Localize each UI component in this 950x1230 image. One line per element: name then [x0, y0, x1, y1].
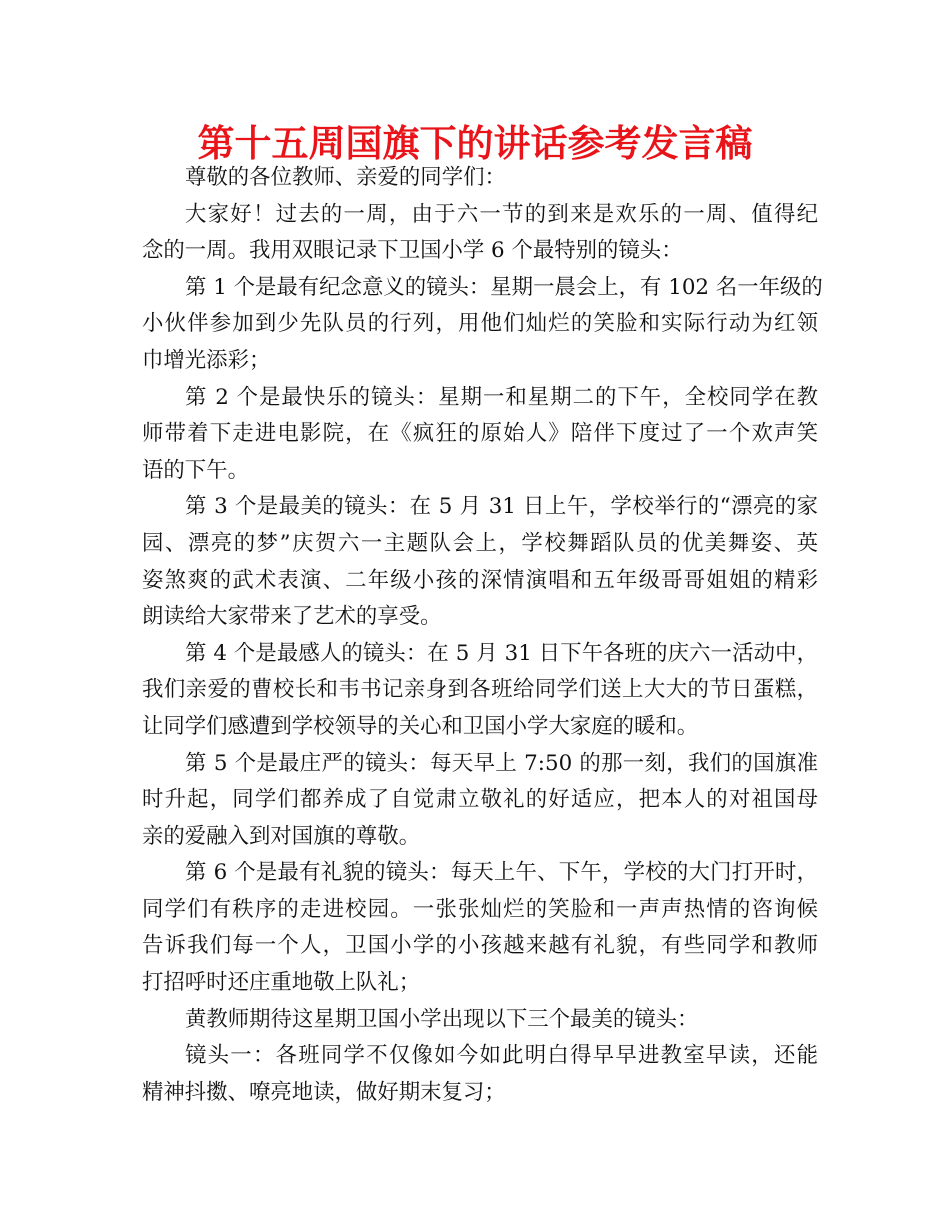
paragraph-shot-1: [142, 270, 823, 380]
paragraph-shot-4: [142, 636, 818, 746]
text-line: 时升起，同学们都养成了自觉肃立敬礼的好适应，把本人的对祖国母: [142, 787, 818, 813]
text-line: 小伙伴参加到少先队员的行列，用他们灿烂的笑脸和实际行动为红领: [142, 311, 818, 337]
paragraph-shot-3: [142, 489, 818, 635]
text-line: 第 1 个是最有纪念意义的镜头：星期一晨会上，有 102 名一年级的: [185, 274, 823, 300]
text-line: 大家好！过去的一周，由于六一节的到来是欢乐的一周、值得纪: [185, 201, 818, 227]
text-line: 打招呼时还庄重地敬上队礼；: [142, 970, 421, 996]
text-line: 第 5 个是最庄严的镜头：每天早上 7:50 的那一刻，我们的国旗准: [185, 750, 818, 776]
paragraph-expectation: [142, 1002, 818, 1039]
text-line: 朗读给大家带来了艺术的享受。: [142, 604, 442, 630]
document-title: 第十五周国旗下的讲话参考发言稿: [197, 122, 753, 165]
paragraph-shot-5: [142, 746, 818, 856]
text-line: 精神抖擞、嘹亮地读，做好期末复习；: [142, 1079, 506, 1105]
text-line: 巾增光添彩；: [142, 347, 271, 373]
text-line: 师带着下走进电影院，在《疯狂的原始人》陪伴下度过了一个欢声笑: [142, 421, 818, 447]
text-line: 第 6 个是最有礼貌的镜头：每天上午、下午，学校的大门打开时，: [185, 860, 818, 886]
text-line: 园、漂亮的梦”庆贺六一主题队会上，学校舞蹈队员的优美舞姿、英: [142, 530, 818, 556]
text-line: 黄教师期待这星期卫国小学出现以下三个最美的镜头：: [185, 1006, 699, 1032]
text-line: 让同学们感遭到学校领导的关心和卫国小学大家庭的暖和。: [142, 713, 699, 739]
text-line: 念的一周。我用双眼记录下卫国小学 6 个最特别的镜头：: [142, 238, 683, 264]
text-line: 我们亲爱的曹校长和韦书记亲身到各班给同学们送上大大的节日蛋糕，: [142, 677, 818, 703]
text-line: 语的下午。: [142, 457, 249, 483]
text-line: 镜头一：各班同学不仅像如今如此明白得早早进教室早读，还能: [185, 1043, 818, 1069]
paragraph-shot-6: [142, 855, 818, 1001]
text-line: 第 4 个是最感人的镜头：在 5 月 31 日下午各班的庆六一活动中，: [185, 640, 818, 666]
text-line: 告诉我们每一个人，卫国小学的小孩越来越有礼貌，有些同学和教师: [142, 933, 818, 959]
text-line: 亲的爱融入到对国旗的尊敬。: [142, 823, 421, 849]
text-line: 尊敬的各位教师、亲爱的同学们：: [185, 165, 506, 190]
paragraph-shot-2: [142, 380, 818, 490]
paragraph-scene-1: [142, 1038, 818, 1111]
text-line: 第 3 个是最美的镜头：在 5 月 31 日上午，学校举行的“漂亮的家: [185, 494, 818, 520]
paragraph-greeting: [142, 160, 818, 197]
text-line: 第 2 个是最快乐的镜头：星期一和星期二的下午，全校同学在教: [185, 384, 818, 410]
paragraph-intro: [142, 197, 818, 270]
text-line: 姿煞爽的武术表演、二年级小孩的深情演唱和五年级哥哥姐姐的精彩: [142, 567, 818, 593]
text-line: 同学们有秩序的走进校园。一张张灿烂的笑脸和一声声热情的咨询候: [142, 896, 818, 922]
document-body: [142, 160, 823, 1111]
